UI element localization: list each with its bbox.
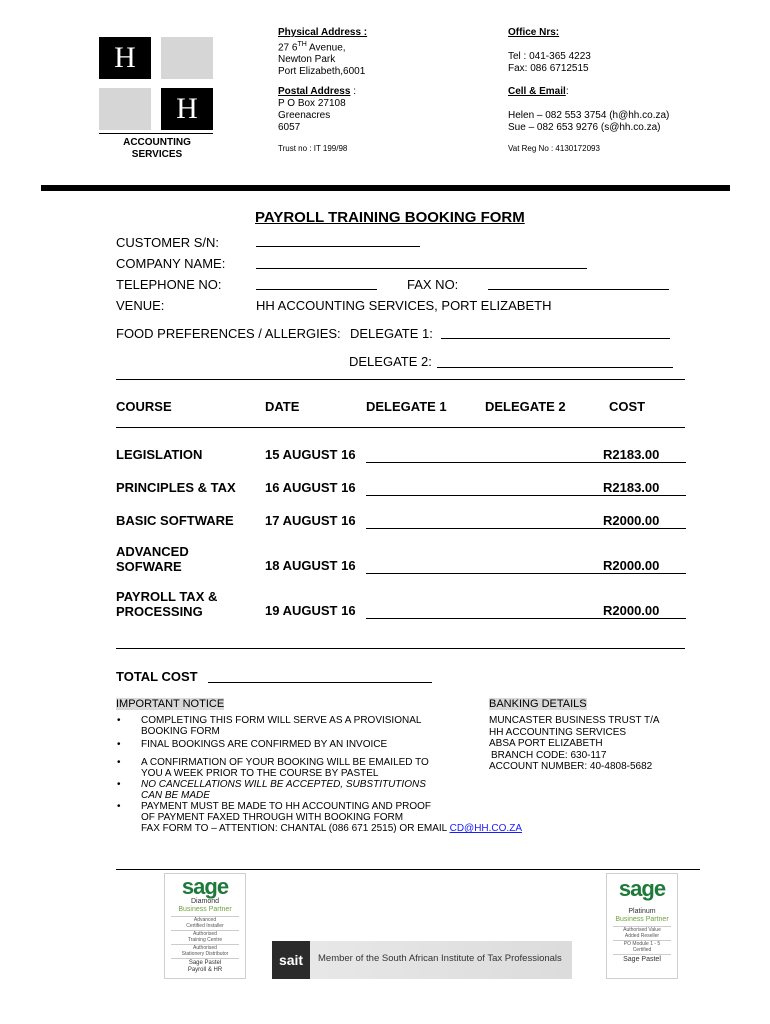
logo-block-top-gray	[161, 37, 213, 79]
header-delegate1: DELEGATE 1	[366, 399, 447, 414]
logo-caption-line2: SERVICES	[131, 149, 183, 160]
fax-label: FAX NO:	[407, 277, 459, 292]
banking-line3: ABSA PORT ELIZABETH	[489, 738, 603, 749]
delegate-line-advanced-software[interactable]	[366, 573, 686, 574]
email-link[interactable]: CD@HH.CO.ZA	[449, 823, 522, 834]
table-header-rule	[116, 427, 685, 428]
header-cost: COST	[609, 399, 646, 414]
delegate2-label: DELEGATE 2:	[349, 354, 432, 369]
venue-label: VENUE:	[116, 298, 165, 313]
customer-field[interactable]	[256, 246, 420, 247]
delegate-line-legislation[interactable]	[366, 462, 686, 463]
banking-line2: HH ACCOUNTING SERVICES	[489, 726, 627, 738]
telephone-field[interactable]	[256, 289, 377, 290]
postal-address-line3: 6057	[278, 122, 301, 133]
cell-email-title: Cell & Email:	[508, 86, 569, 97]
sage-platinum-badge: sage Platinum Business Partner Authorised Value Added Reseller PO Module 1 - 5 Certified Sage Pastel	[606, 873, 678, 979]
logo-underline	[99, 133, 213, 134]
postal-address-line1: P O Box 27108	[278, 98, 346, 109]
office-numbers-title: Office Nrs:	[508, 27, 560, 38]
cell-email	[508, 86, 748, 134]
sait-logo: sait	[272, 941, 310, 979]
notice-item-5: • PAYMENT MUST BE MADE TO HH ACCOUNTING AND PROOF OF PAYMENT FAXED THROUGH WITH BOOKING FORM FAX FORM TO – ATTENTION: CHANTAL (086 671 2515) OR EMAIL CD@HH.CO.ZA	[117, 801, 522, 834]
cost-principles-tax: R2183.00	[603, 480, 660, 495]
table-top-rule	[116, 379, 685, 380]
table-bottom-rule	[116, 648, 685, 649]
postal-address-line2: Greenacres	[278, 110, 331, 121]
postal-address	[278, 86, 478, 134]
date-basic-software: 17 AUGUST 16	[265, 513, 356, 528]
date-advanced-software: 18 AUGUST 16	[265, 558, 356, 573]
logo-block-bottom-h	[161, 88, 213, 130]
telephone-label: TELEPHONE NO:	[116, 277, 222, 292]
food-label: FOOD PREFERENCES / ALLERGIES:	[116, 326, 341, 341]
delegate-line-basic-software[interactable]	[366, 528, 686, 529]
cost-basic-software: R2000.00	[603, 513, 660, 528]
logo-letter-top: H	[114, 41, 136, 74]
header-delegate2: DELEGATE 2	[485, 399, 566, 414]
office-fax: Fax: 086 6712515	[508, 63, 589, 74]
notice-item-1: • COMPLETING THIS FORM WILL SERVE AS A PROVISIONAL BOOKING FORM	[117, 715, 422, 737]
form-title: PAYROLL TRAINING BOOKING FORM	[255, 209, 525, 226]
delegate-line-payroll-tax[interactable]	[366, 618, 686, 619]
office-numbers	[508, 27, 728, 75]
notice-item-2: • FINAL BOOKINGS ARE CONFIRMED BY AN INVOICE	[117, 739, 388, 750]
notice-list	[117, 715, 522, 834]
customer-label: CUSTOMER S/N:	[116, 235, 220, 250]
physical-address-line2: Newton Park	[278, 54, 336, 66]
cost-payroll-tax: R2000.00	[603, 603, 660, 618]
notice-title: IMPORTANT NOTICE	[116, 698, 225, 710]
sage-diamond-badge: sage Diamond Business Partner Advanced Certified Installer Authorised Training Centre Authorised Stationery Distributor Sage Pastel Payroll & HR	[164, 873, 246, 979]
total-cost-label: TOTAL COST	[116, 669, 198, 684]
badge-partner: Business Partner	[178, 906, 232, 913]
physical-address-line1: 27 6TH Avenue,	[278, 41, 346, 54]
cost-advanced-software: R2000.00	[603, 558, 660, 573]
date-payroll-tax: 19 AUGUST 16	[265, 603, 356, 618]
company-label: COMPANY NAME:	[116, 256, 226, 271]
logo-block-top-h	[99, 37, 151, 79]
banking-line1: MUNCASTER BUSINESS TRUST T/A	[489, 715, 660, 726]
cell-helen: Helen – 082 553 3754 (h@hh.co.za)	[508, 110, 670, 121]
course-legislation: LEGISLATION	[116, 447, 203, 462]
logo-letter-bottom: H	[176, 92, 198, 125]
course-payroll-tax: PAYROLL TAX & PROCESSING	[116, 589, 218, 619]
footer-rule	[116, 869, 700, 870]
cost-legislation: R2183.00	[603, 447, 660, 462]
notice-item-4: • NO CANCELLATIONS WILL BE ACCEPTED, SUBSTITUTIONS CAN BE MADE	[117, 779, 426, 801]
header-rule	[41, 185, 730, 191]
banking-details	[489, 715, 660, 773]
vat-number: Vat Reg No : 4130172093	[508, 144, 600, 153]
date-legislation: 15 AUGUST 16	[265, 447, 356, 462]
total-cost-field[interactable]	[208, 682, 432, 683]
banking-title: BANKING DETAILS	[489, 698, 587, 710]
course-principles-tax: PRINCIPLES & TAX	[116, 480, 236, 495]
postal-address-title: Postal Address :	[278, 86, 356, 97]
notice-item-3: • A CONFIRMATION OF YOUR BOOKING WILL BE EMAILED TO YOU A WEEK PRIOR TO THE COURSE BY PASTEL	[117, 757, 429, 779]
fax-field[interactable]	[488, 289, 669, 290]
physical-address	[278, 27, 478, 78]
office-tel: Tel : 041-365 4223	[508, 51, 591, 62]
venue-value: HH ACCOUNTING SERVICES, PORT ELIZABETH	[256, 298, 552, 313]
header-date: DATE	[265, 399, 300, 414]
logo-caption-line1: ACCOUNTING	[123, 137, 191, 148]
course-advanced-software: ADVANCED SOFWARE	[116, 544, 189, 574]
sait-text: Member of the South African Institute of Tax Professionals	[318, 953, 562, 964]
delegate-line-principles-tax[interactable]	[366, 495, 686, 496]
sage-logo: sage	[181, 874, 229, 899]
date-principles-tax: 16 AUGUST 16	[265, 480, 356, 495]
delegate1-field[interactable]	[441, 338, 670, 339]
course-basic-software: BASIC SOFTWARE	[116, 513, 234, 528]
trust-number: Trust no : IT 199/98	[278, 144, 348, 153]
header-course: COURSE	[116, 399, 172, 414]
physical-address-title: Physical Address :	[278, 27, 368, 38]
sage-logo-right: sage	[618, 876, 666, 901]
delegate1-label: DELEGATE 1:	[350, 326, 433, 341]
company-field[interactable]	[256, 268, 587, 269]
logo-block-bottom-gray	[99, 88, 151, 130]
banking-line4: BRANCH CODE: 630-117	[491, 749, 607, 761]
banking-line5: ACCOUNT NUMBER: 40-4808-5682	[489, 761, 653, 772]
physical-address-line3: Port Elizabeth,6001	[278, 66, 366, 78]
logo-caption	[99, 137, 215, 161]
delegate2-field[interactable]	[437, 367, 673, 368]
cell-sue: Sue – 082 653 9276 (s@hh.co.za)	[508, 122, 661, 133]
badge-tier: Diamond	[190, 898, 219, 905]
sait-banner	[272, 941, 572, 979]
